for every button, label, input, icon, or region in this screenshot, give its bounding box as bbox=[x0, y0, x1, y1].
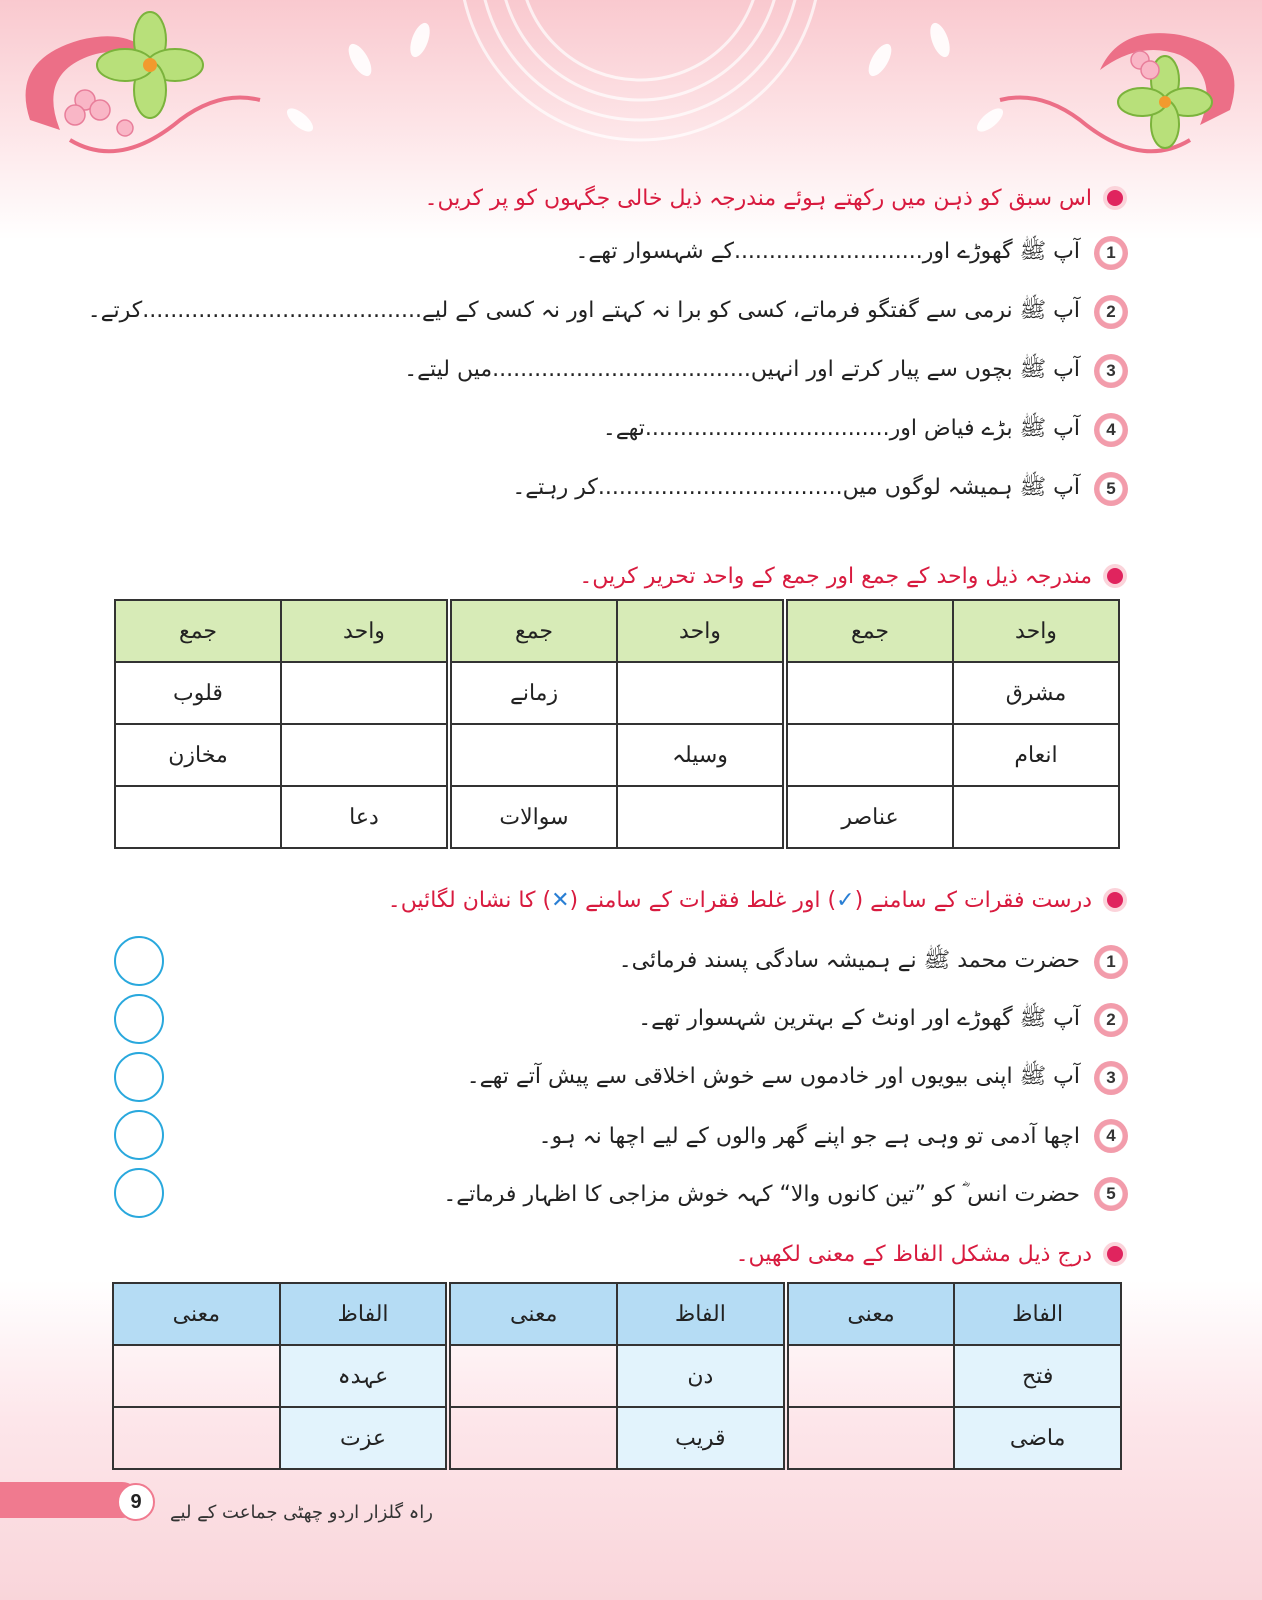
fill-blank-item-4: 4 آپ ﷺ بڑے فیاض اور...................................تھے۔ bbox=[603, 408, 1128, 452]
word-cell: دن bbox=[617, 1345, 784, 1407]
header-cell: الفاظ bbox=[954, 1283, 1121, 1345]
bullet-icon bbox=[1102, 185, 1128, 211]
header-cell: معنی bbox=[113, 1283, 280, 1345]
fill-blank-item-1: 1 آپ ﷺ گھوڑے اور...........................کے شہسوار تھے۔ bbox=[576, 231, 1129, 275]
header-cell: واحد bbox=[953, 600, 1119, 662]
true-false-item-4: 4 اچھا آدمی تو وہی ہے جو اپنے گھر والوں کے لیے اچھا نہ ہو۔ bbox=[539, 1114, 1128, 1158]
header-cell: معنی bbox=[788, 1283, 955, 1345]
true-false-item-5: 5 حضرت انس ؓ کو ”تین کانوں والا“ کہہ خوش مزاجی کا اظہار فرماتے۔ bbox=[443, 1172, 1128, 1216]
table-cell: زمانے bbox=[451, 662, 617, 724]
item-number: 5 bbox=[1094, 1177, 1128, 1211]
table-cell: مخازن bbox=[115, 724, 281, 786]
check-mark-icon: ✓ bbox=[836, 887, 855, 913]
header-cell: جمع bbox=[451, 600, 617, 662]
word-cell: فتح bbox=[954, 1345, 1121, 1407]
bullet-icon bbox=[1102, 1241, 1128, 1267]
header-cell: معنی bbox=[450, 1283, 617, 1345]
table-header-row bbox=[115, 600, 1119, 662]
table-cell[interactable] bbox=[617, 662, 783, 724]
fill-blank-item-2: 2 آپ ﷺ نرمی سے گفتگو فرماتے، کسی کو برا نہ کہتے اور نہ کسی کے لیے........................................کرتے۔ bbox=[88, 290, 1128, 334]
table-header-row bbox=[113, 1283, 1121, 1345]
word-cell: قریب bbox=[617, 1407, 784, 1469]
section-4-heading: درج ذیل مشکل الفاظ کے معنی لکھیں۔ bbox=[736, 1234, 1128, 1274]
floral-header-decoration bbox=[0, 0, 1262, 200]
word-cell: ماضی bbox=[954, 1407, 1121, 1469]
table-cell[interactable] bbox=[281, 662, 447, 724]
meaning-cell[interactable] bbox=[788, 1345, 955, 1407]
header-cell: الفاظ bbox=[280, 1283, 447, 1345]
item-number: 3 bbox=[1094, 354, 1128, 388]
item-number: 1 bbox=[1094, 945, 1128, 979]
table-cell: عناصر bbox=[787, 786, 953, 848]
meaning-cell[interactable] bbox=[450, 1407, 617, 1469]
word-meaning-table bbox=[112, 1282, 1122, 1470]
word-cell: عزت bbox=[280, 1407, 447, 1469]
header-cell: الفاظ bbox=[617, 1283, 784, 1345]
page-number: 9 bbox=[117, 1483, 155, 1521]
table-cell[interactable] bbox=[115, 786, 281, 848]
table-cell[interactable] bbox=[617, 786, 783, 848]
true-false-item-2: 2 آپ ﷺ گھوڑے اور اونٹ کے بہترین شہسوار تھے۔ bbox=[638, 998, 1128, 1042]
section-2-heading: مندرجہ ذیل واحد کے جمع اور جمع کے واحد تحریر کریں۔ bbox=[579, 556, 1128, 596]
table-cell: مشرق bbox=[953, 662, 1119, 724]
meaning-cell[interactable] bbox=[788, 1407, 955, 1469]
item-number: 4 bbox=[1094, 413, 1128, 447]
fill-blank-item-5: 5 آپ ﷺ ہمیشہ لوگوں میں...................................کر رہتے۔ bbox=[512, 467, 1128, 511]
table-row bbox=[115, 786, 1119, 848]
word-cell: عہدہ bbox=[280, 1345, 447, 1407]
item-number: 3 bbox=[1094, 1061, 1128, 1095]
table-cell: دعا bbox=[281, 786, 447, 848]
answer-circle-3[interactable] bbox=[114, 1052, 164, 1102]
header-cell: جمع bbox=[787, 600, 953, 662]
fill-blank-item-3: 3 آپ ﷺ بچوں سے پیار کرتے اور انہیں.....................................میں لیتے۔ bbox=[404, 349, 1128, 393]
meaning-cell[interactable] bbox=[450, 1345, 617, 1407]
item-number: 1 bbox=[1094, 236, 1128, 270]
answer-circle-2[interactable] bbox=[114, 994, 164, 1044]
meaning-cell[interactable] bbox=[113, 1407, 280, 1469]
cross-mark-icon: ✕ bbox=[551, 887, 570, 913]
answer-circle-1[interactable] bbox=[114, 936, 164, 986]
table-cell: سوالات bbox=[451, 786, 617, 848]
bullet-icon bbox=[1102, 887, 1128, 913]
bullet-icon bbox=[1102, 563, 1128, 589]
table-row bbox=[113, 1345, 1121, 1407]
section-1-heading: اس سبق کو ذہن میں رکھتے ہوئے مندرجہ ذیل خالی جگہوں کو پر کریں۔ bbox=[425, 178, 1128, 218]
item-number: 5 bbox=[1094, 472, 1128, 506]
true-false-item-1: 1 حضرت محمد ﷺ نے ہمیشہ سادگی پسند فرمائی۔ bbox=[619, 940, 1128, 984]
table-cell: وسیلہ bbox=[617, 724, 783, 786]
singular-plural-table bbox=[114, 599, 1120, 849]
table-row bbox=[115, 724, 1119, 786]
section-3-heading: درست فقرات کے سامنے ( ✓ ) اور غلط فقرات کے سامنے ( ✕ ) کا نشان لگائیں۔ bbox=[388, 880, 1128, 920]
header-cell: جمع bbox=[115, 600, 281, 662]
table-cell[interactable] bbox=[451, 724, 617, 786]
table-cell[interactable] bbox=[787, 662, 953, 724]
meaning-cell[interactable] bbox=[113, 1345, 280, 1407]
item-number: 2 bbox=[1094, 295, 1128, 329]
table-cell[interactable] bbox=[953, 786, 1119, 848]
header-cell: واحد bbox=[281, 600, 447, 662]
table-cell[interactable] bbox=[281, 724, 447, 786]
answer-circle-4[interactable] bbox=[114, 1110, 164, 1160]
book-title: راہ گلزار اردو چھٹی جماعت کے لیے bbox=[170, 1502, 433, 1523]
answer-circle-5[interactable] bbox=[114, 1168, 164, 1218]
item-number: 2 bbox=[1094, 1003, 1128, 1037]
table-cell: انعام bbox=[953, 724, 1119, 786]
header-cell: واحد bbox=[617, 600, 783, 662]
item-number: 4 bbox=[1094, 1119, 1128, 1153]
table-row bbox=[115, 662, 1119, 724]
true-false-item-3: 3 آپ ﷺ اپنی بیویوں اور خادموں سے خوش اخلاقی سے پیش آتے تھے۔ bbox=[467, 1056, 1128, 1100]
table-cell[interactable] bbox=[787, 724, 953, 786]
table-row bbox=[113, 1407, 1121, 1469]
table-cell: قلوب bbox=[115, 662, 281, 724]
